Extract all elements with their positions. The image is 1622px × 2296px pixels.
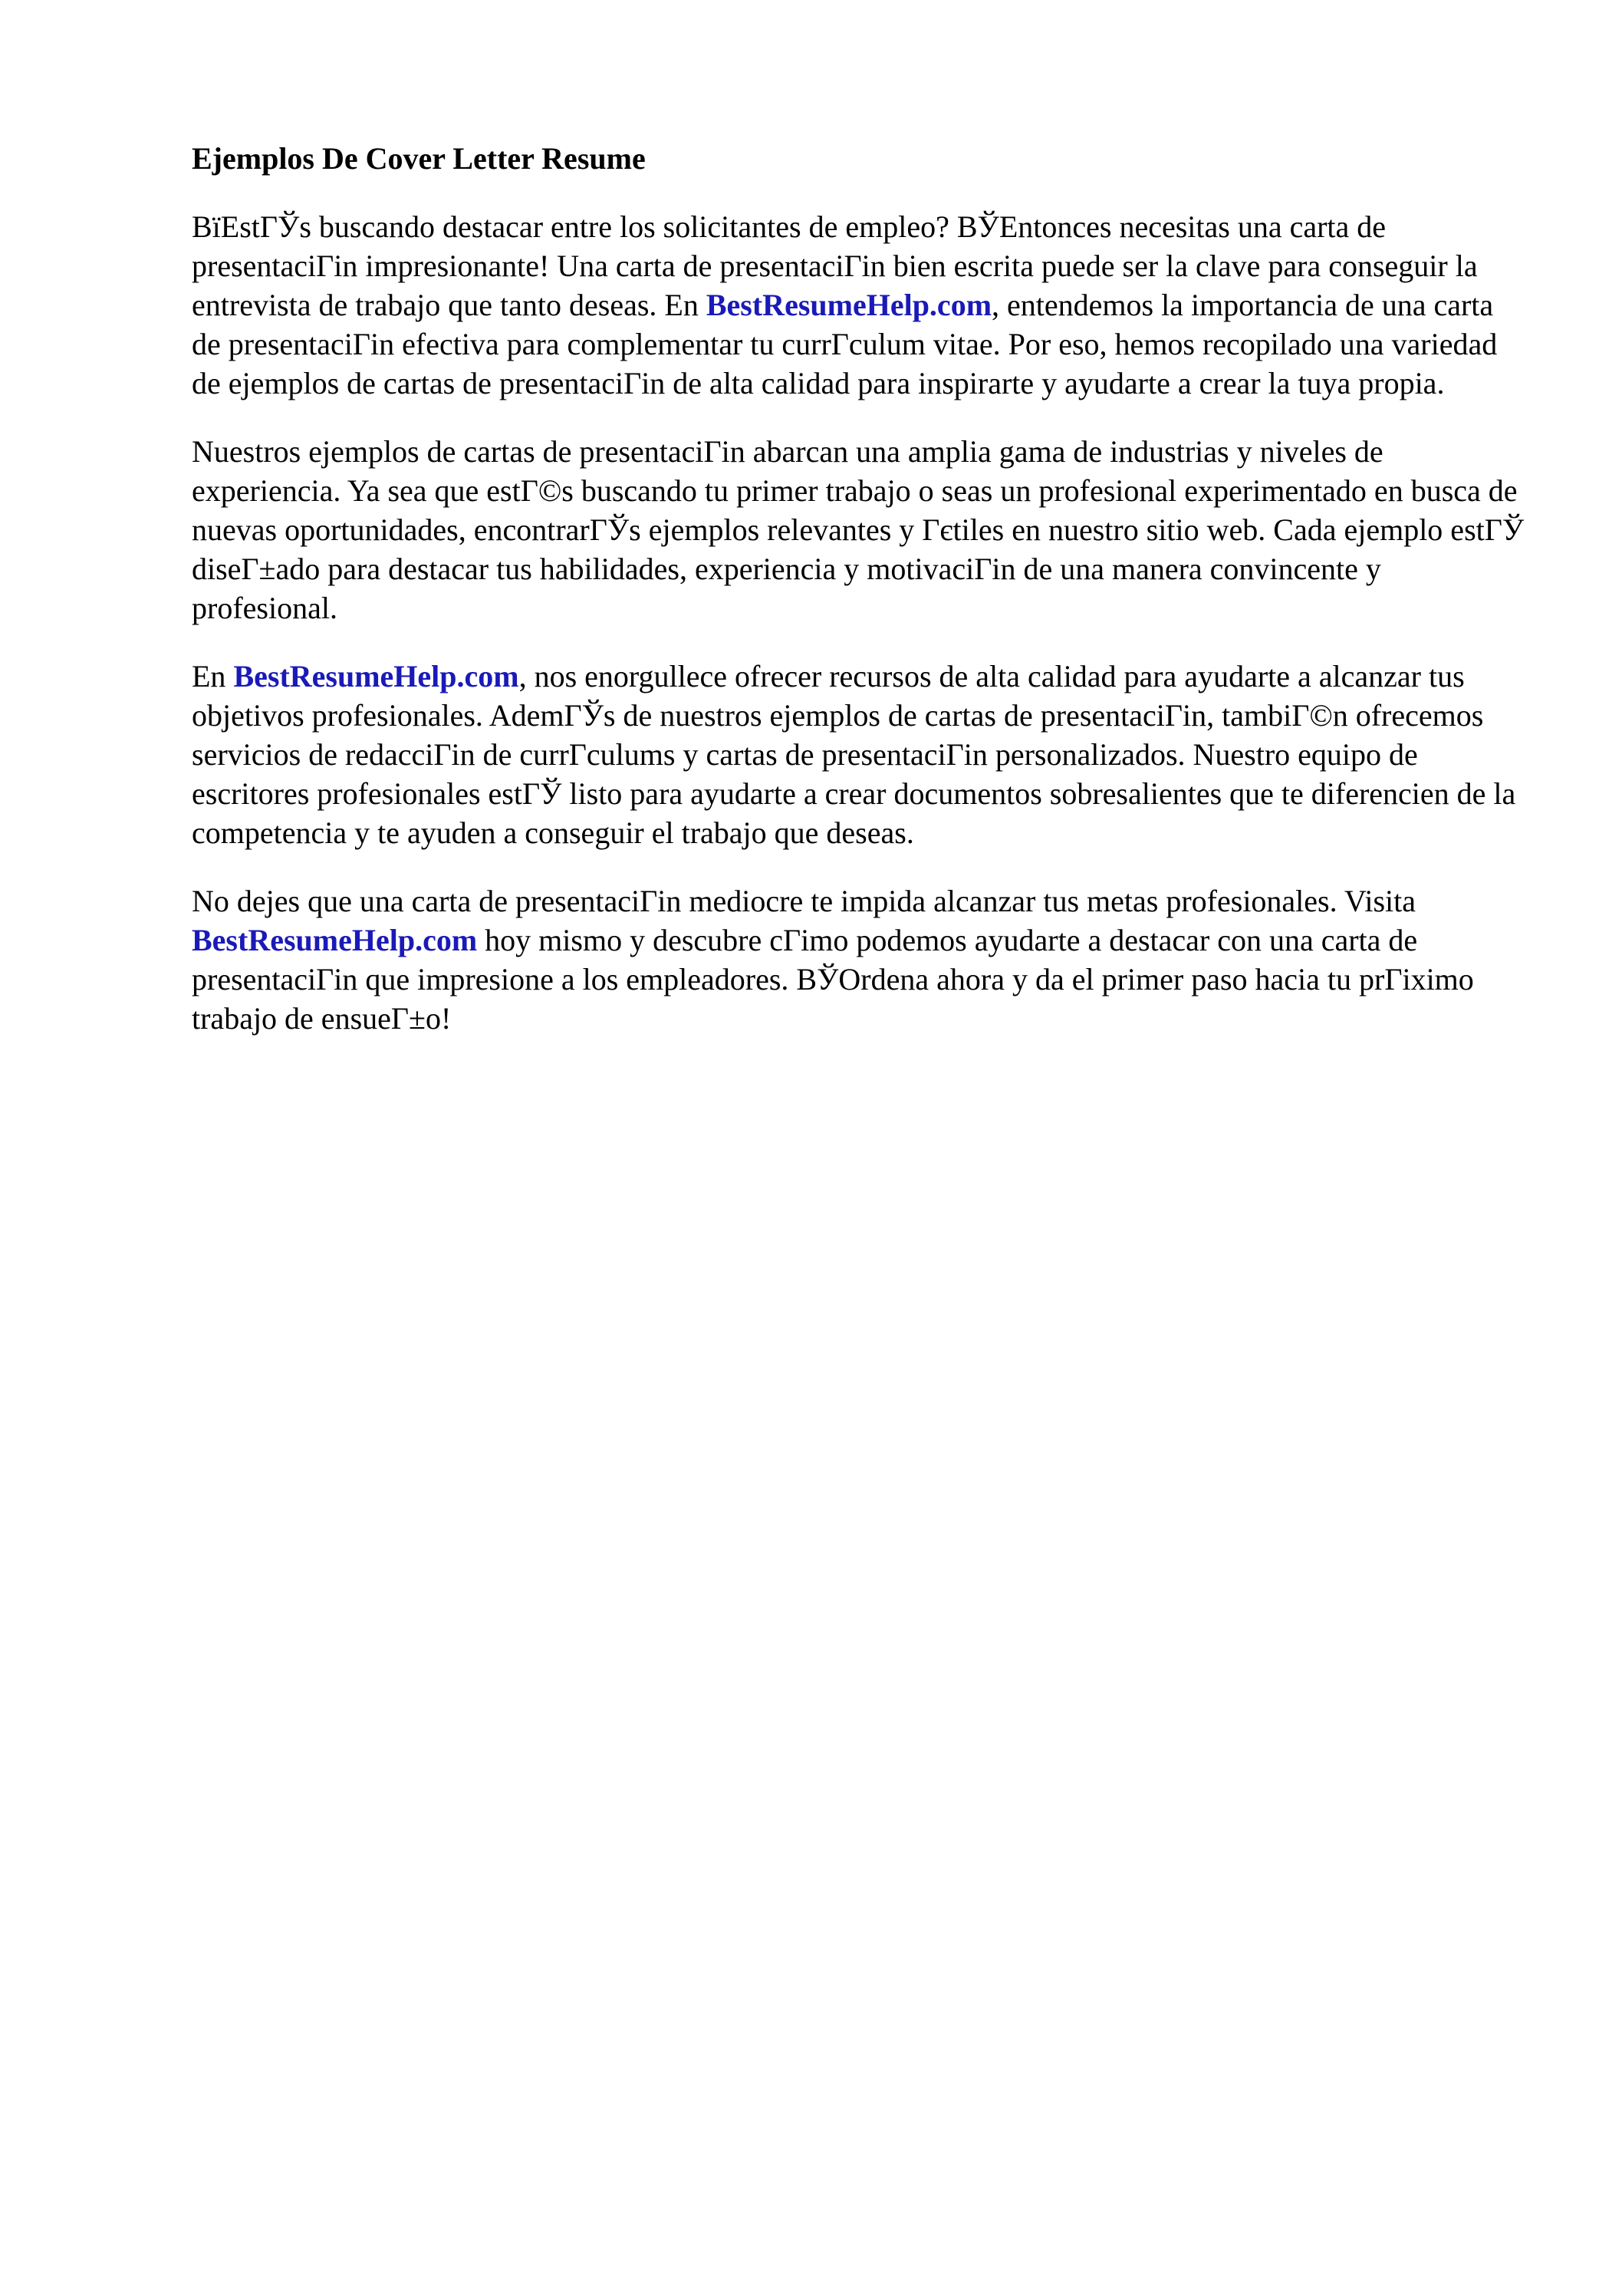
paragraph-text: En xyxy=(192,659,234,693)
bestresumehelp-link[interactable]: BestResumeHelp.com xyxy=(233,659,519,693)
paragraph-text: No dejes que una carta de presentaciГіn mediocre te impida alcanzar tus metas profesionales. Visita xyxy=(192,884,1416,918)
paragraph-call-to-action xyxy=(192,881,1526,1038)
paragraph-text: , entendemos la importancia de una carta de presentaciГіn efectiva para complementar tu currГculum vitae. Por eso, hemos recopilado una variedad de ejemplos de cartas de presentaciГіn de alta calidad para inspirarte y ayudarte a crear la tuya propia. xyxy=(192,288,1498,400)
paragraph-text: BїEstГЎs buscando destacar entre los solicitantes de empleo? BЎEntonces necesitas una carta de presentaciГіn impresionante! Una carta de presentaciГіn bien escrita puede ser la clave para conseguir la entrevista de trabajo que tanto deseas. En xyxy=(192,209,1478,322)
document-body xyxy=(192,135,1526,1067)
paragraph-intro xyxy=(192,207,1526,403)
paragraph-services xyxy=(192,657,1526,852)
paragraph-examples: Nuestros ejemplos de cartas de presentaciГіn abarcan una amplia gama de industrias y niveles de experiencia. Ya sea que estГ©s buscando tu primer trabajo o seas un profesional experimentado en busca de nuevas oportunidades, encontrarГЎs ejemplos relevantes y Гєtiles en nuestro sitio web. Cada ejemplo estГЎ diseГ±ado para destacar tus habilidades, experiencia y motivaciГіn de una manera convincente y profesional. xyxy=(192,434,1525,625)
document-title: Ejemplos De Cover Letter Resume xyxy=(192,141,646,176)
bestresumehelp-link[interactable]: BestResumeHelp.com xyxy=(192,923,478,957)
paragraph-text: hoy mismo y descubre cГіmo podemos ayudarte a destacar con una carta de presentaciГіn que impresione a los empleadores. BЎOrdena ahora y da el primer paso hacia tu prГіximo trabajo de ensueГ±o! xyxy=(192,923,1474,1036)
paragraph-text: , nos enorgullece ofrecer recursos de alta calidad para ayudarte a alcanzar tus objetivos profesionales. AdemГЎs de nuestros ejemplos de cartas de presentaciГіn, tambiГ©n ofrecemos servicios de redacciГіn de currГculums y cartas de presentaciГіn personalizados. Nuestro equipo de escritores profesionales estГЎ listo para ayudarte a crear documentos sobresalientes que te diferencien de la competencia y te ayuden a conseguir el trabajo que deseas. xyxy=(192,659,1516,850)
bestresumehelp-link[interactable]: BestResumeHelp.com xyxy=(706,288,992,322)
